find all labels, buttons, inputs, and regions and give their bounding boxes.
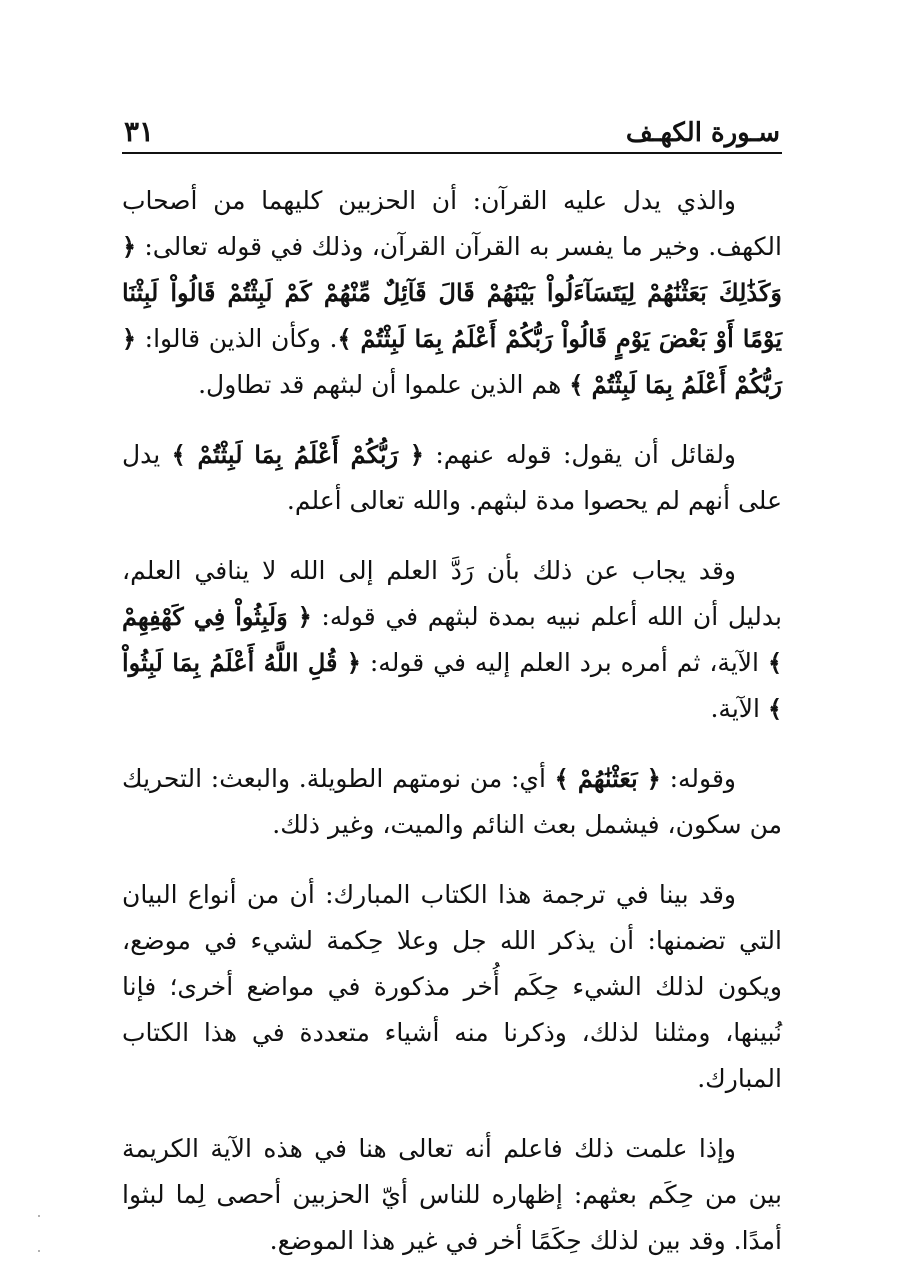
quran-verse: ﴿ رَبُّكُمْ أَعْلَمُ بِمَا لَبِثْتُمْ ﴾ (122, 324, 782, 399)
paragraph-text: هم الذين علموا أن لبثهم قد تطاول. (198, 370, 570, 399)
paragraph (122, 1126, 782, 1264)
paragraph (122, 178, 782, 408)
paragraph (122, 872, 782, 1102)
quran-verse: ﴿ بَعَثْنَٰهُمْ ﴾ (554, 764, 661, 793)
paragraph-text: ولقائل أن يقول: قوله عنهم: (423, 440, 737, 469)
paragraph-text: وقد يجاب عن ذلك بأن رَدَّ العلم إلى الله لا ينافي العلم، بدليل أن الله أعلم نبيه بمدة لبثهم في قوله: (122, 556, 782, 631)
paragraph (122, 432, 782, 524)
paragraph-text: وقد بينا في ترجمة هذا الكتاب المبارك: أن من أنواع البيان التي تضمنها: أن يذكر الله جل وعلا حِكمة لشيء في موضع، ويكون لذلك الشيء حِكَم أُخر مذكورة في مواضع أخرى؛ فإنا نُبينها، ومثلنا لذلك، وذكرنا منه أشياء متعددة في هذا الكتاب المبارك. (122, 880, 782, 1093)
paragraph-text: وقوله: (660, 764, 736, 793)
quran-verse: ﴿ وَكَذَٰلِكَ بَعَثْنَٰهُمْ لِيَتَسَآءَلُواْ بَيْنَهُمْ قَالَ قَآئِلٌ مِّنْهُمْ كَمْ لَبِثْتُمْ قَالُواْ لَبِثْنَا يَوْمًا أَوْ بَعْضَ يَوْمٍ قَالُواْ رَبُّكُمْ أَعْلَمُ بِمَا لَبِثْتُمْ ﴾ (122, 232, 783, 353)
quran-verse: ﴿ قُلِ اللَّهُ أَعْلَمُ بِمَا لَبِثُواْ ﴾ (122, 648, 782, 723)
margin-speck (38, 1250, 40, 1252)
paragraph-text: الآية. (710, 694, 768, 723)
paragraph-text: الآية، ثم أمره برد العلم إليه في قوله: (360, 648, 768, 677)
paragraph-text: يدل على أنهم لم يحصوا مدة لبثهم. والله تعالى أعلم. (122, 440, 782, 515)
paragraph-text: . وكأن الذين قالوا: (136, 324, 338, 353)
paragraph-text: والذي يدل عليه القرآن: أن الحزبين كليهما من أصحاب الكهف. وخير ما يفسر به القرآن القرآن، وذلك في قوله تعالى: (122, 186, 782, 261)
paragraph (122, 756, 782, 848)
page-number: ٣١ (124, 115, 155, 148)
quran-verse: ﴿ رَبُّكُمْ أَعْلَمُ بِمَا لَبِثْتُمْ ﴾ (171, 440, 424, 469)
margin-speck (38, 1215, 40, 1217)
paragraph-text: أي: من نومتهم الطويلة. والبعث: التحريك من سكون، فيشمل بعث النائم والميت، وغير ذلك. (122, 764, 782, 839)
paragraph-text: وإذا علمت ذلك فاعلم أنه تعالى هنا في هذه الآية الكريمة بين من حِكَم بعثهم: إظهاره للناس أيّ الحزبين أحصى لِما لبثوا أمدًا. وقد بين لذلك حِكَمًا أخر في غير هذا الموضع. (122, 1134, 782, 1255)
paragraph (122, 548, 782, 732)
page-header (122, 108, 782, 154)
quran-verse: ﴿ وَلَبِثُواْ فِي كَهْفِهِمْ ﴾ (122, 602, 782, 677)
page (122, 108, 782, 1288)
surah-title: سـورة الكهـف (625, 118, 780, 148)
body-text (122, 178, 782, 1264)
